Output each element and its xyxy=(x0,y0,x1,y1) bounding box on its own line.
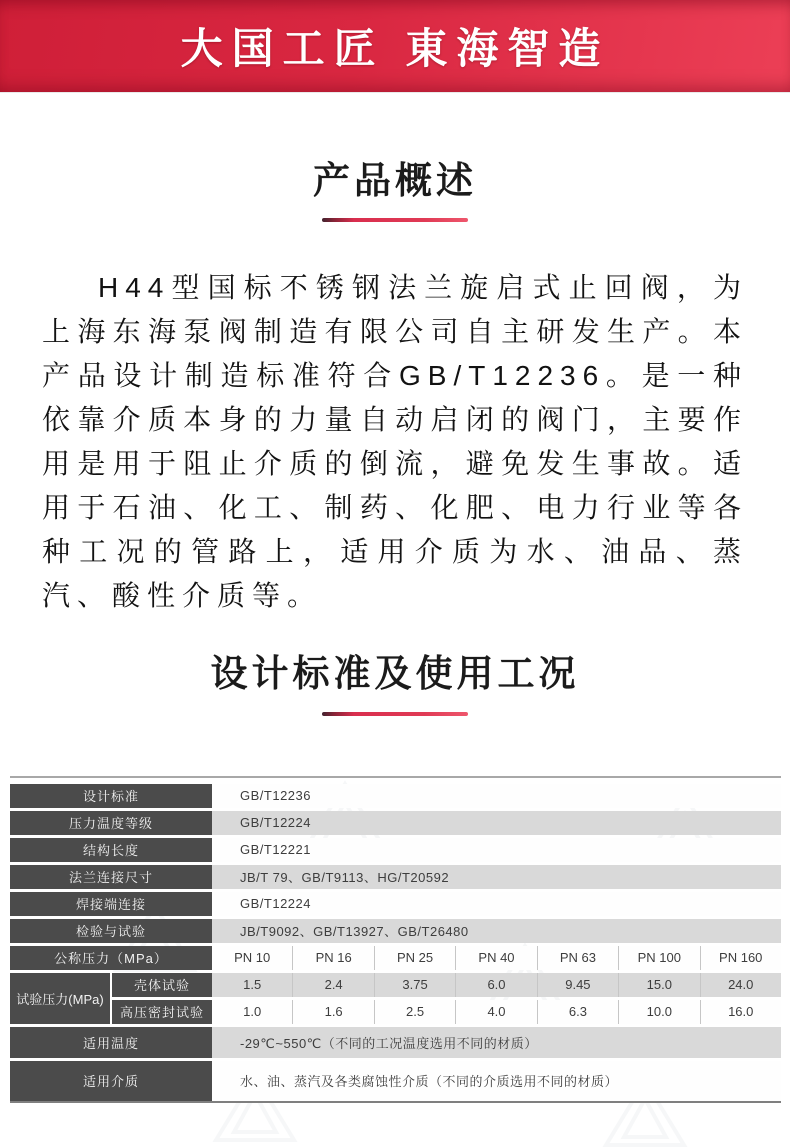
row-value: 水、油、蒸汽及各类腐蚀性介质（不同的介质选用不同的材质） xyxy=(212,1061,781,1101)
pn-cell: PN 100 xyxy=(618,946,699,970)
pn-cell: PN 10 xyxy=(212,946,292,970)
value-cell: 4.0 xyxy=(455,1000,536,1024)
row-label: 法兰连接尺寸 xyxy=(10,865,212,889)
value-cell: 2.5 xyxy=(374,1000,455,1024)
pn-cell: PN 16 xyxy=(292,946,373,970)
value-cell: 9.45 xyxy=(537,973,618,997)
spec-table xyxy=(10,776,781,1103)
brand-slogan: 大国工匠 東海智造 xyxy=(180,25,610,72)
value-cell: 2.4 xyxy=(292,973,373,997)
table-row-weld-end xyxy=(10,892,781,916)
row-label: 压力温度等级 xyxy=(10,811,212,835)
value-cell: 6.0 xyxy=(455,973,536,997)
row-value: GB/T12224 xyxy=(212,811,781,835)
table-rowgroup-test-pressure xyxy=(10,973,781,1024)
row-sublabel: 壳体试验 xyxy=(112,973,212,997)
pn-cell: PN 40 xyxy=(455,946,536,970)
value-cell: 1.6 xyxy=(292,1000,373,1024)
overview-paragraph: H44型国标不锈钢法兰旋启式止回阀，为上海东海泵阀制造有限公司自主研发生产。本产品设计制造标准符合GB/T12236。是一种依靠介质本身的力量自动启闭的阀门，主要作用是用于阻止介质的倒流，避免发生事故。适用于石油、化工、制药、化肥、电力行业等各种工况的管路上，适用介质为水、油品、蒸汽、酸性介质等。 xyxy=(42,272,748,612)
standards-section-header xyxy=(0,652,790,715)
table-row-structure-length xyxy=(10,838,781,862)
row-value: -29℃~550℃（不同的工况温度选用不同的材质） xyxy=(212,1027,781,1058)
row-value: GB/T12236 xyxy=(212,784,781,808)
overview-title: 产品概述 xyxy=(313,160,477,201)
table-row-seal-test xyxy=(112,1000,781,1024)
test-pressure-group-label: 试验压力(MPa) xyxy=(10,973,110,1024)
table-row-medium xyxy=(10,1061,781,1101)
value-cell: 6.3 xyxy=(537,1000,618,1024)
table-row-design-standard xyxy=(10,784,781,808)
row-value: GB/T12221 xyxy=(212,838,781,862)
standards-title-underline xyxy=(322,712,468,716)
value-cell: 10.0 xyxy=(618,1000,699,1024)
row-label: 设计标准 xyxy=(10,784,212,808)
table-row-temperature xyxy=(10,1027,781,1058)
table-row-pressure-temp xyxy=(10,811,781,835)
brand-banner xyxy=(0,0,790,93)
row-label: 适用温度 xyxy=(10,1027,212,1058)
pn-cell: PN 160 xyxy=(700,946,781,970)
value-cell: 15.0 xyxy=(618,973,699,997)
value-cell: 24.0 xyxy=(700,973,781,997)
row-value: JB/T9092、GB/T13927、GB/T26480 xyxy=(212,919,781,943)
row-label: 结构长度 xyxy=(10,838,212,862)
value-cell: 1.0 xyxy=(212,1000,292,1024)
row-label: 焊接端连接 xyxy=(10,892,212,916)
pn-cell: PN 25 xyxy=(374,946,455,970)
row-label: 检验与试验 xyxy=(10,919,212,943)
standards-title: 设计标准及使用工况 xyxy=(210,653,580,695)
pn-cell: PN 63 xyxy=(537,946,618,970)
value-cell: 3.75 xyxy=(374,973,455,997)
value-cell: 1.5 xyxy=(212,973,292,997)
overview-section-header xyxy=(0,159,790,222)
row-value: GB/T12224 xyxy=(212,892,781,916)
table-row-shell-test xyxy=(112,973,781,997)
row-label: 适用介质 xyxy=(10,1061,212,1101)
overview-title-underline xyxy=(322,218,468,222)
table-row-flange-dims xyxy=(10,865,781,889)
value-cell: 16.0 xyxy=(700,1000,781,1024)
row-sublabel: 高压密封试验 xyxy=(112,1000,212,1024)
table-row-nominal-pressure xyxy=(10,946,781,970)
row-value: JB/T 79、GB/T9113、HG/T20592 xyxy=(212,865,781,889)
row-label: 公称压力（MPa） xyxy=(10,946,212,970)
table-row-inspection xyxy=(10,919,781,943)
